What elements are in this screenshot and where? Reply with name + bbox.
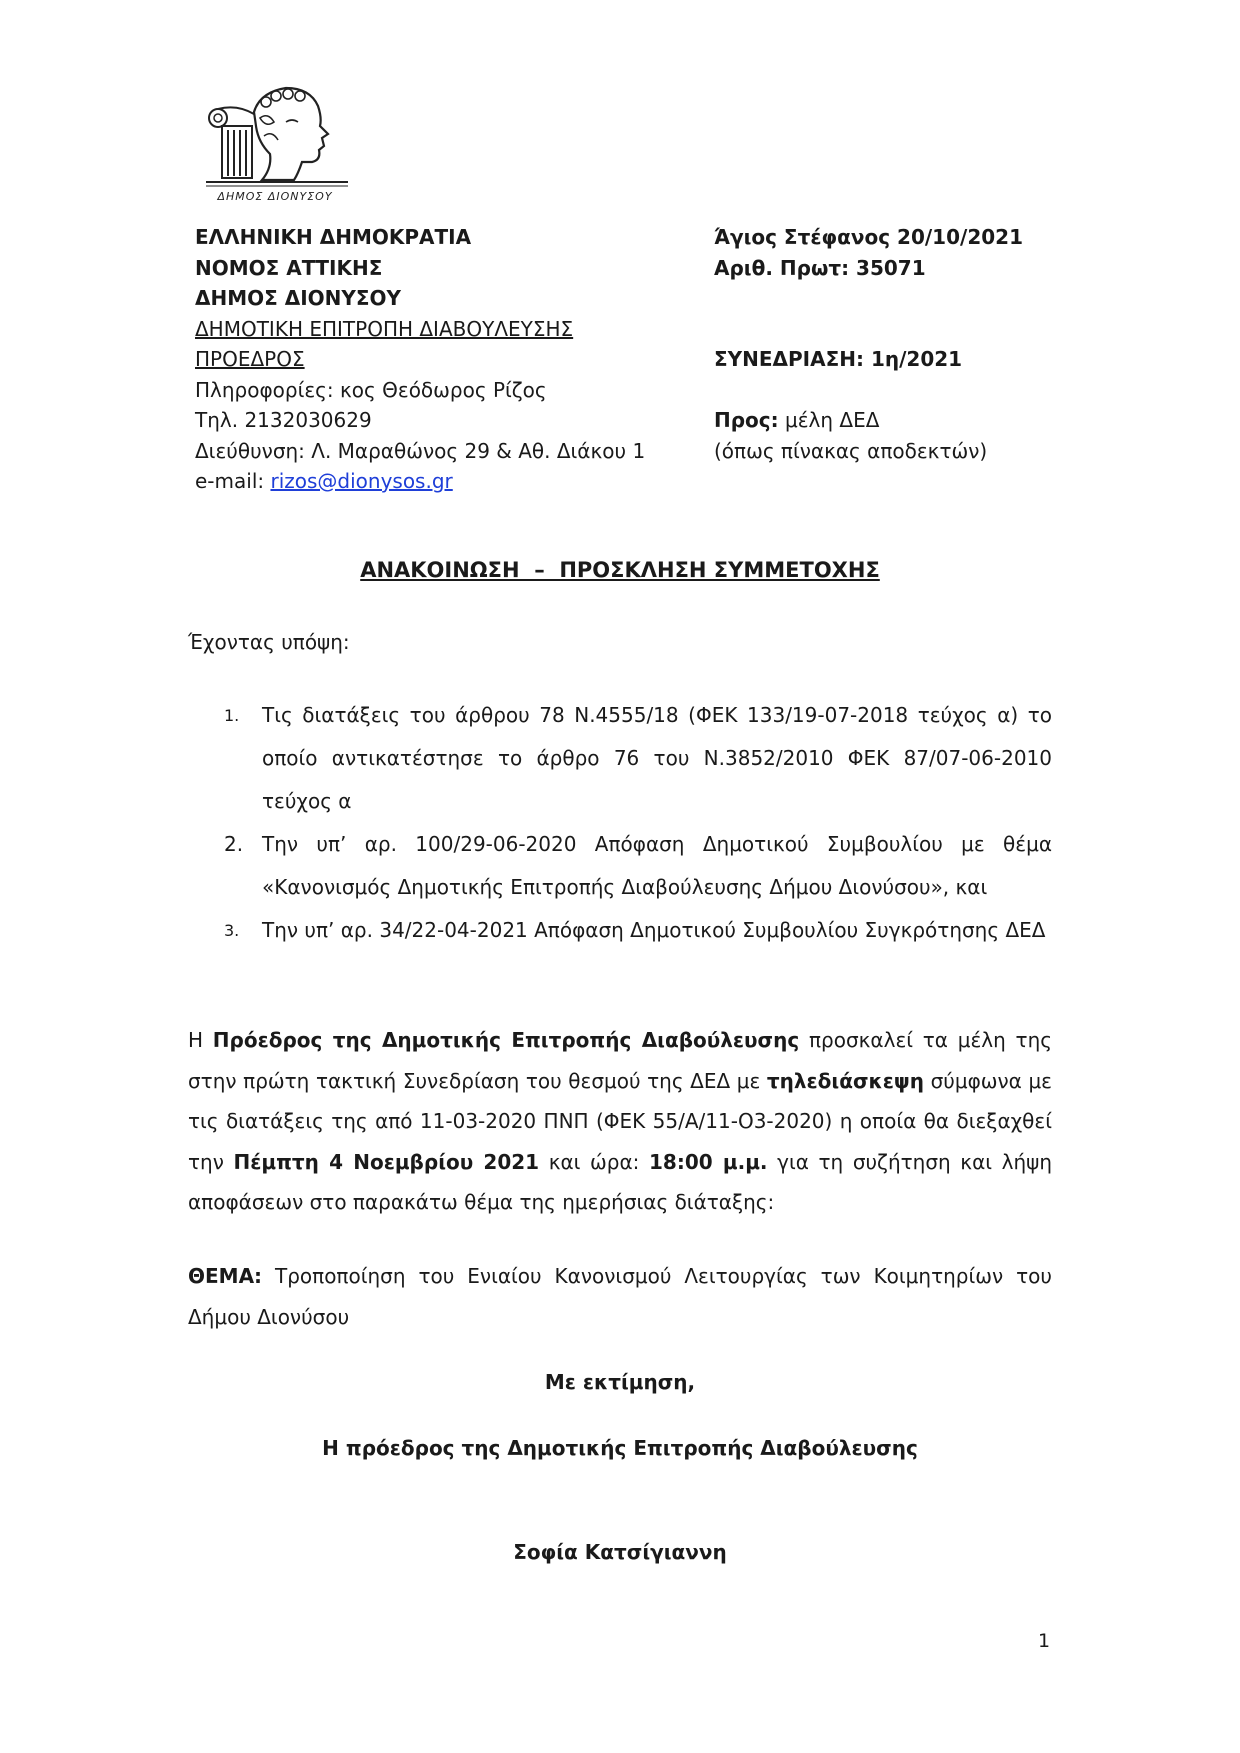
- list-item: [188, 909, 1052, 952]
- session-line: ΣΥΝΕΔΡΙΑΣΗ: 1η/2021: [714, 347, 963, 371]
- considerations-list: [188, 694, 1052, 952]
- list-item-number: 1.: [224, 706, 240, 725]
- document-meta-block: [714, 222, 1023, 466]
- paragraph-text: Η: [188, 1028, 213, 1052]
- phone-line: Τηλ. 2132030629: [195, 408, 372, 432]
- list-item-text: Την υπ’ αρ. 100/29-06-2020 Απόφαση Δημοτικού Συμβουλίου με θέμα «Κανονισμός Δημοτικής Επιτροπής Διαβούλευσης Δήμου Διονύσου», και: [262, 832, 1052, 899]
- info-line: Πληροφορίες: κος Θεόδωρος Ρίζος: [195, 377, 547, 402]
- dionysos-head-icon: [202, 78, 348, 188]
- municipality-line: ΔΗΜΟΣ ΔΙΟΝΥΣΟΥ: [195, 286, 402, 310]
- spacer: [714, 375, 1023, 406]
- list-item-number: 3.: [224, 921, 240, 940]
- email-line: [195, 466, 645, 497]
- subject-label: ΘΕΜΑ:: [188, 1264, 263, 1288]
- list-item-number: 2.: [224, 832, 244, 856]
- paragraph-text: για τη συζήτηση και λήψη αποφάσεων στο παρακάτω θέμα της ημερήσιας διάταξης:: [188, 1149, 1052, 1214]
- recipient-value: μέλη ΔΕΔ: [778, 408, 880, 432]
- email-label: e-mail:: [195, 469, 271, 493]
- recipients-note: (όπως πίνακας αποδεκτών): [714, 438, 988, 463]
- logo-caption: ΔΗΜΟΣ ΔΙΟΝΥΣΟΥ: [217, 190, 333, 203]
- closing-regards: Με εκτίμηση,: [544, 1370, 696, 1394]
- country-line: ΕΛΛΗΝΙΚΗ ΔΗΜΟΚΡΑΤΙΑ: [195, 225, 472, 249]
- list-item-text: Την υπ’ αρ. 34/22-04-2021 Απόφαση Δημοτικού Συμβουλίου Συγκρότησης ΔΕΔ: [262, 918, 1046, 942]
- prefecture-line: ΝΟΜΟΣ ΑΤΤΙΚΗΣ: [195, 255, 383, 280]
- municipality-logo: [202, 78, 348, 210]
- paragraph-bold: Πρόεδρος της Δημοτικής Επιτροπής Διαβούλευσης: [212, 1028, 800, 1052]
- page-number: 1: [1038, 1630, 1051, 1652]
- sender-block: [195, 222, 645, 497]
- committee-line: ΔΗΜΟΤΙΚΗ ΕΠΙΤΡΟΠΗ ΔΙΑΒΟΥΛΕΥΣΗΣ: [195, 316, 574, 341]
- signatory-name: Σοφία Κατσίγιαννη: [513, 1540, 727, 1564]
- paragraph-text: προσκαλεί τα μέλη της στην πρώτη τακτική Συνεδρίαση του θεσμού της ΔΕΔ με: [188, 1028, 1052, 1093]
- paragraph-text: και ώρα:: [539, 1149, 650, 1174]
- intro-text: Έχοντας υπόψη:: [188, 630, 350, 654]
- spacer: [714, 314, 1023, 345]
- president-line: ΠΡΟΕΔΡΟΣ: [195, 347, 305, 371]
- signatory-role: Η πρόεδρος της Δημοτικής Επιτροπής Διαβούλευσης: [322, 1436, 918, 1460]
- recipient-label: Προς:: [714, 408, 779, 432]
- spacer: [714, 283, 1023, 314]
- protocol-number: Αριθ. Πρωτ: 35071: [714, 255, 926, 280]
- subject-text: Τροποποίηση του Ενιαίου Κανονισμού Λειτουργίας των Κοιμητηρίων του Δήμου Διονύσου: [188, 1264, 1052, 1329]
- list-item-text: Τις διατάξεις του άρθρου 78 Ν.4555/18 (ΦΕΚ 133/19-07-2018 τεύχος α) το οποίο αντικατέστησε το άρθρο 76 του Ν.3852/2010 ΦΕΚ 87/07-06-2010 τεύχος α: [262, 703, 1052, 813]
- meeting-date: Πέμπτη 4 Νοεμβρίου 2021: [233, 1149, 540, 1174]
- meeting-time: 18:00 μ.μ.: [649, 1149, 768, 1174]
- list-item: [188, 694, 1052, 823]
- subject-line: [188, 1256, 1052, 1337]
- address-line: Διεύθυνση: Λ. Μαραθώνος 29 & Αθ. Διάκου 1: [195, 438, 646, 463]
- document-title: ΑΝΑΚΟΙΝΩΣΗ – ΠΡΟΣΚΛΗΣΗ ΣΥΜΜΕΤΟΧΗΣ: [360, 558, 880, 582]
- paragraph-text: σύμφωνα με τις διατάξεις της από 11-03-2020 ΠΝΠ (ΦΕΚ 55/Α/11-Ο3-2020) η οποία θα διεξαχθεί την: [188, 1068, 1052, 1174]
- date-line: Άγιος Στέφανος 20/10/2021: [714, 225, 1023, 249]
- invitation-paragraph: [188, 1020, 1052, 1223]
- list-item: [188, 823, 1052, 909]
- email-link[interactable]: rizos@dionysos.gr: [270, 469, 453, 493]
- recipient-line: [714, 405, 1023, 436]
- paragraph-bold: τηλεδιάσκεψη: [766, 1068, 924, 1093]
